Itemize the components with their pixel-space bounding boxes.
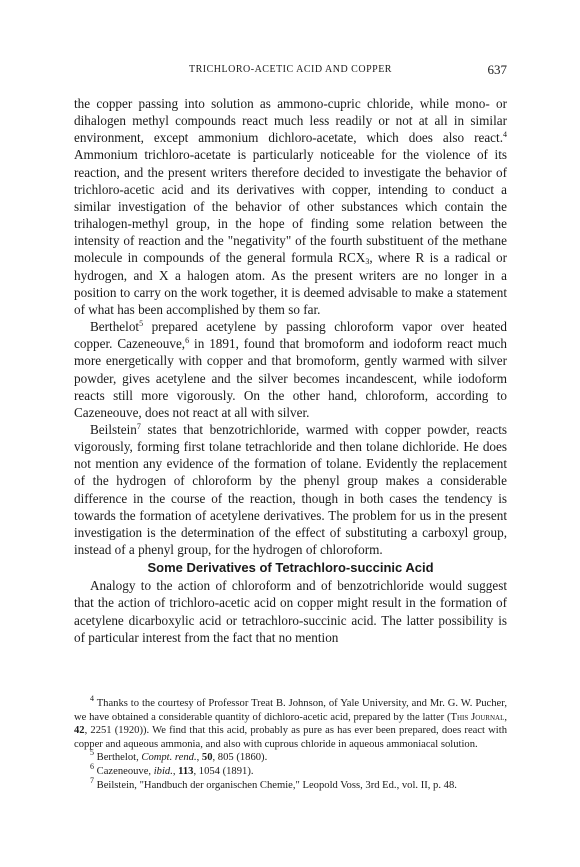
page-number: 637 — [487, 62, 507, 77]
footnote-6-text-a: Cazeneouve, — [94, 765, 154, 777]
footnote-6 — [74, 761, 507, 779]
p1-text-b: Ammonium trichloro-acetate is particularly noticeable for the violence of its reaction, and the present writers therefore decided to investigate the behavior of trichloro-acetic acid and its derivatives with copper, intending to conduct a similar investigation of the behavior of other substances which contain the trihalogen-methyl group, in the hope of finding some relation between the intensity of reaction and the "negativity" of the fourth substituent of the methane molecule in compounds of the general formula RCX — [74, 147, 507, 266]
volume-number: 113 — [178, 765, 194, 777]
journal-name: Compt. rend. — [141, 752, 197, 764]
paragraph-1 — [74, 95, 507, 318]
section-heading: Some Derivatives of Tetrachloro-succinic Acid — [147, 560, 434, 576]
paragraph-4: Analogy to the action of chloroform and of benzotrichloride would suggest that the action of trichloro-acetic acid on copper might result in the formation of acetylene dicarboxylic acid or tetrachloro-succinic acid. The latter possibility is of particular interest from the fact that no mention — [74, 578, 507, 645]
footnote-ref-7: 7 — [136, 421, 141, 431]
footnote-4-text-b: , — [504, 711, 508, 723]
footnote-mark-7: 7 — [90, 775, 94, 785]
footnote-7-text-a: Beilstein, "Handbuch der organischen Chemie," Leopold Voss, 3rd Ed., vol. II, p. 48. — [94, 779, 457, 791]
footnote-5-text-b: , — [196, 752, 202, 764]
footnote-4-text-a: Thanks to the courtesy of Professor Treat B. Johnson, of Yale University, and Mr. G. W. Pucher, we have obtained a considerable quantity of dichloro-acetic acid, prepared by the latter ( — [74, 698, 507, 723]
footnote-mark-5: 5 — [90, 748, 94, 758]
footnote-7 — [74, 775, 507, 793]
volume-number: 42 — [74, 725, 85, 737]
p1-text-a: the copper passing into solution as ammono-cupric chloride, while mono- or dihalogen methyl compounds react much less readily or not at all in similar environment, except ammonium dichloro-acetate, which does also react. — [74, 96, 507, 146]
running-title: TRICHLORO-ACETIC ACID AND COPPER — [189, 64, 392, 75]
running-header — [74, 64, 507, 78]
paragraph-3 — [74, 421, 507, 558]
footnote-5-text-a: Berthelot, — [94, 752, 142, 764]
footnotes — [74, 694, 508, 792]
p2-text-a: Berthelot — [90, 319, 140, 335]
footnote-6-text-b: , — [172, 765, 179, 777]
paragraph-2 — [74, 318, 507, 421]
p2-text-b: prepared acetylene by passing chloroform vapor over heated copper. Cazeneouve, — [74, 319, 507, 352]
footnote-mark-4: 4 — [90, 694, 94, 703]
p1-text-c: , where R is a radical or hydrogen, and X a halogen atom. As the present writers are no longer in a position to carry on the work together, it is deemed advisable to make a statement of what has been accomplished by them so far. — [74, 250, 507, 317]
p3-text-a: Beilstein — [90, 421, 137, 437]
journal-name: ibid. — [153, 765, 173, 777]
footnote-ref-5: 5 — [139, 319, 144, 329]
footnote-ref-6: 6 — [185, 336, 190, 346]
footnote-mark-6: 6 — [90, 761, 94, 771]
body-text — [74, 95, 507, 646]
footnote-ref-4: 4 — [503, 130, 507, 140]
footnote-4 — [74, 694, 508, 751]
footnote-5-text-c: , 805 (1860). — [212, 752, 268, 764]
p3-text-b: states that benzotrichloride, warmed with copper powder, reacts vigorously, forming first tolane tetrachloride and then tolane dichloride. He does not mention any evidence of the formation of tolane. Evidently the replacement of the hydrogen of chloroform by the phenyl group makes a considerable difference in the course of the reaction, though in both cases the tendency is towards the formation of acetylene derivatives. The problem for us in the present investigation is the determination of the effect of substituting a carboxyl group, instead of a phenyl group, for the hydrogen of chloroform. — [74, 421, 507, 558]
footnote-5 — [74, 748, 507, 765]
volume-number: 50 — [201, 752, 213, 764]
journal-name: This Journal — [450, 711, 505, 723]
footnote-4-text-c: , 2251 (1920)). We find that this acid, probably as pure as has ever been prepared, does react with copper and aqueous ammonia, and also with cuprous chloride in aqueous ammoniacal solution. — [74, 725, 507, 750]
subscript-3: 3 — [365, 257, 370, 267]
p2-text-c: in 1891, found that bromoform and iodoform react much more energetically with copper and that bromoform, gently warmed with silver powder, gives acetylene and the silver becomes incandescent, while iodoform reacts still more vigorously. On the other hand, chloroform, according to Cazeneouve, does not react at all with silver. — [74, 336, 507, 420]
footnote-6-text-c: , 1054 (1891). — [193, 765, 254, 777]
